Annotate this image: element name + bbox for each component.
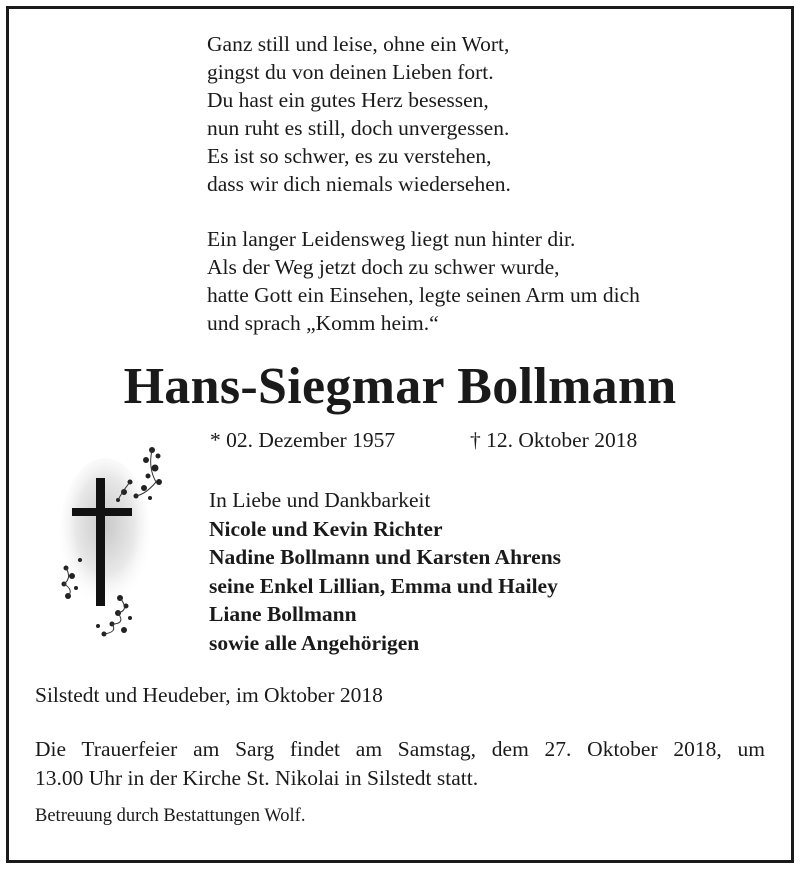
deceased-name: Hans-Siegmar Bollmann: [123, 358, 677, 415]
poem-line: Du hast ein gutes Herz besessen,: [207, 88, 489, 112]
mourners-intro: In Liebe und Dankbarkeit: [209, 488, 431, 512]
mourner-name: Liane Bollmann: [209, 602, 357, 626]
funeral-line: 13.00 Uhr in der Kirche St. Nikolai in Silstedt statt.: [35, 766, 479, 790]
poem-line: hatte Gott ein Einsehen, legte seinen Arm um dich: [207, 283, 640, 307]
mourners-block: [209, 486, 561, 657]
mourner-name: sowie alle Angehörigen: [209, 630, 420, 655]
poem-line: und sprach „Komm heim.“: [207, 311, 439, 335]
mourner-name: Nicole und Kevin Richter: [209, 516, 443, 541]
poem-line: Ein langer Leidensweg liegt nun hinter dir.: [207, 227, 576, 251]
poem-line: nun ruht es still, doch unvergessen.: [207, 116, 510, 140]
funeral-line: Die Trauerfeier am Sarg findet am Samstag, dem 27. Oktober 2018, um: [35, 737, 765, 761]
mourner-name: seine Enkel Lillian, Emma und Hailey: [209, 573, 558, 598]
death-date: † 12. Oktober 2018: [470, 428, 638, 452]
funeral-announcement: [35, 735, 765, 793]
cross-with-ivy-icon: [60, 438, 175, 643]
poem-verse-2: [207, 225, 640, 337]
mourner-name: Nadine Bollmann und Karsten Ahrens: [209, 545, 562, 569]
birth-date: * 02. Dezember 1957: [210, 428, 396, 452]
poem-line: Als der Weg jetzt doch zu schwer wurde,: [207, 255, 560, 279]
poem-line: Ganz still und leise, ohne ein Wort,: [207, 32, 510, 56]
poem-line: Es ist so schwer, es zu verstehen,: [207, 144, 492, 168]
place-and-date: Silstedt und Heudeber, im Oktober 2018: [35, 683, 383, 707]
poem-line: gingst du von deinen Lieben fort.: [207, 60, 494, 84]
poem-verse-1: [207, 30, 511, 198]
funeral-service-credit: Betreuung durch Bestattungen Wolf.: [35, 806, 306, 826]
poem-line: dass wir dich niemals wiedersehen.: [207, 172, 511, 196]
